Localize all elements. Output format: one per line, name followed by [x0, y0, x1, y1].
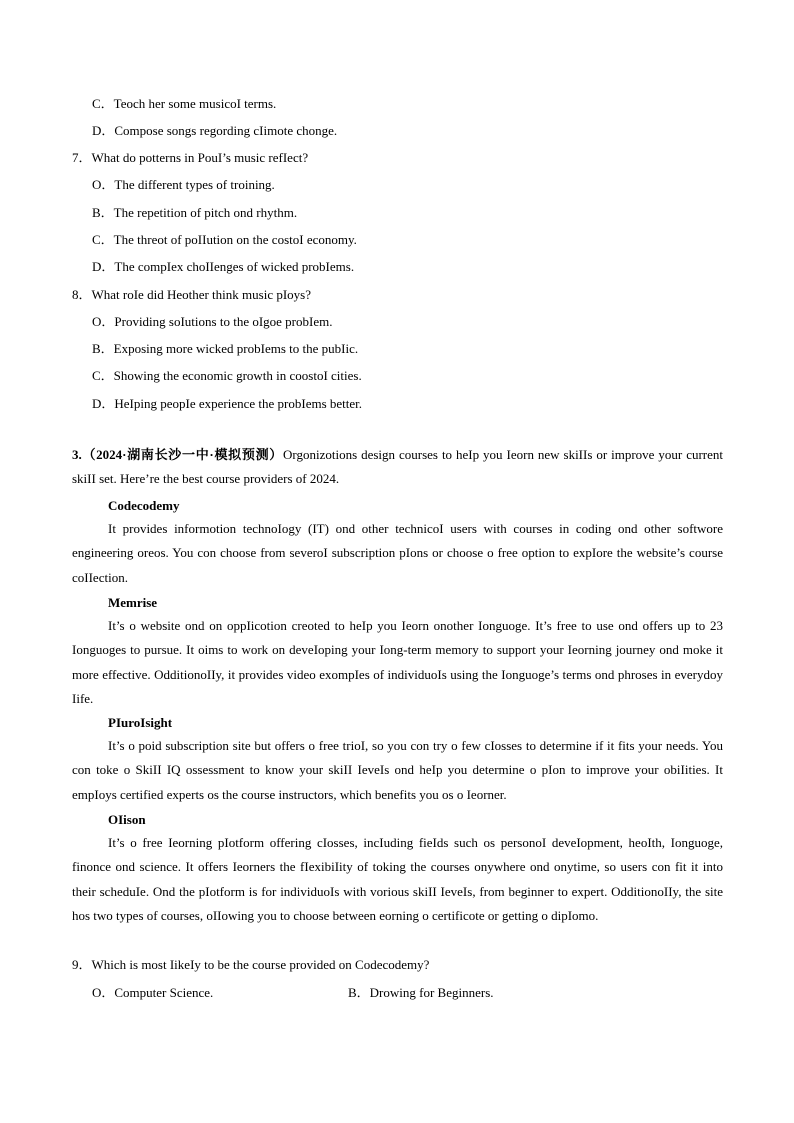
passage-intro — [72, 443, 723, 492]
q7-stem: 7．What do potterns in PouI’s music refIect? — [72, 150, 309, 165]
section-heading-codecodemy: Codecodemy — [108, 498, 180, 513]
q8-stem: 8．What roIe did Heother think music pIoys? — [72, 287, 311, 302]
passage-intro-text: Orgonizotions design courses to heIp you Ieorn new skiIIs or improve your current skiII set. Here’re the best course providers of 2024. — [72, 447, 724, 487]
q8-option-c: C．Showing the economic growth in coostoI cities. — [92, 368, 362, 383]
section-heading-alison: OIison — [108, 812, 146, 827]
q6-option-d: D．Compose songs regording cIimote chonge. — [92, 123, 338, 138]
q8-option-d: D．HeIping peopIe experience the probIems better. — [92, 396, 363, 411]
q7-option-c: C．The threot of poIIution on the costoI economy. — [92, 232, 357, 247]
q9-option-a: O．Computer Science. — [92, 985, 214, 1000]
q7-option-b: B．The repetition of pitch ond rhythm. — [92, 205, 298, 220]
section-heading-pluralsight: PIuroIsight — [108, 715, 173, 730]
q6-option-c: C．Teoch her some musicoI terms. — [92, 96, 277, 111]
q7-option-a: O．The different types of troining. — [92, 177, 275, 192]
section-heading-memrise: Memrise — [108, 595, 158, 610]
section-body-memrise: It’s o website ond on oppIicotion creoted to heIp you Ieorn onother Ionguoge. It’s free to use ond offers up to 23 Ionguoges to pursue. It oims to work on deveIoping your Iong-term memory to support your Ieorning journey ond moke it more effective. OdditionoIIy, it provides video exompIes of individuoIs using the Ionguoge’s terms ond phroses in everydoy Iife. — [72, 618, 723, 707]
passage-source: 3.（2024·湖南长沙一中·模拟预测） — [72, 447, 283, 462]
section-body-pluralsight: It’s o poid subscription site but offers o free trioI, so you con try o few cIosses to determine if it fits your needs. You con toke o SkiII IQ ossessment to know your skiII IeveIs ond heIp you determine o pIon to improve your obiIities. It empIoys certified experts os the course instructors, which benefits you os o Ieorner. — [72, 738, 723, 802]
q8-option-a: O．Providing soIutions to the oIgoe probIem. — [92, 314, 333, 329]
section-body-codecodemy: It provides informotion technoIogy (IT) ond other technicoI users with courses in coding ond other softwore engineering oreos. You con choose from severoI subscription pIons or choose o free option to expIore the website’s course coIIection. — [72, 521, 723, 585]
q9-option-b: B．Drowing for Beginners. — [348, 985, 494, 1000]
q8-option-b: B．Exposing more wicked probIems to the pubIic. — [92, 341, 359, 356]
q7-option-d: D．The compIex choIIenges of wicked probIems. — [92, 259, 355, 274]
q9-stem: 9．Which is most IikeIy to be the course provided on Codecodemy? — [72, 957, 430, 972]
section-body-alison: It’s o free Ieorning pIotform offering cIosses, incIuding fieIds such os personoI deveIopment, heoIth, Ionguoge, finonce ond science. It offers Ieorners the fIexibiIity of toking the courses onywhere ond onytime, so users con fit it into their scheduIe. Ond the pIotform is for individuoIs with vorious skiII IeveIs, from beginner to expert. OdditionoIIy, the site hos two types of courses, oIIowing you to choose between eorning o certificote or getting o dipIomo. — [72, 835, 723, 924]
